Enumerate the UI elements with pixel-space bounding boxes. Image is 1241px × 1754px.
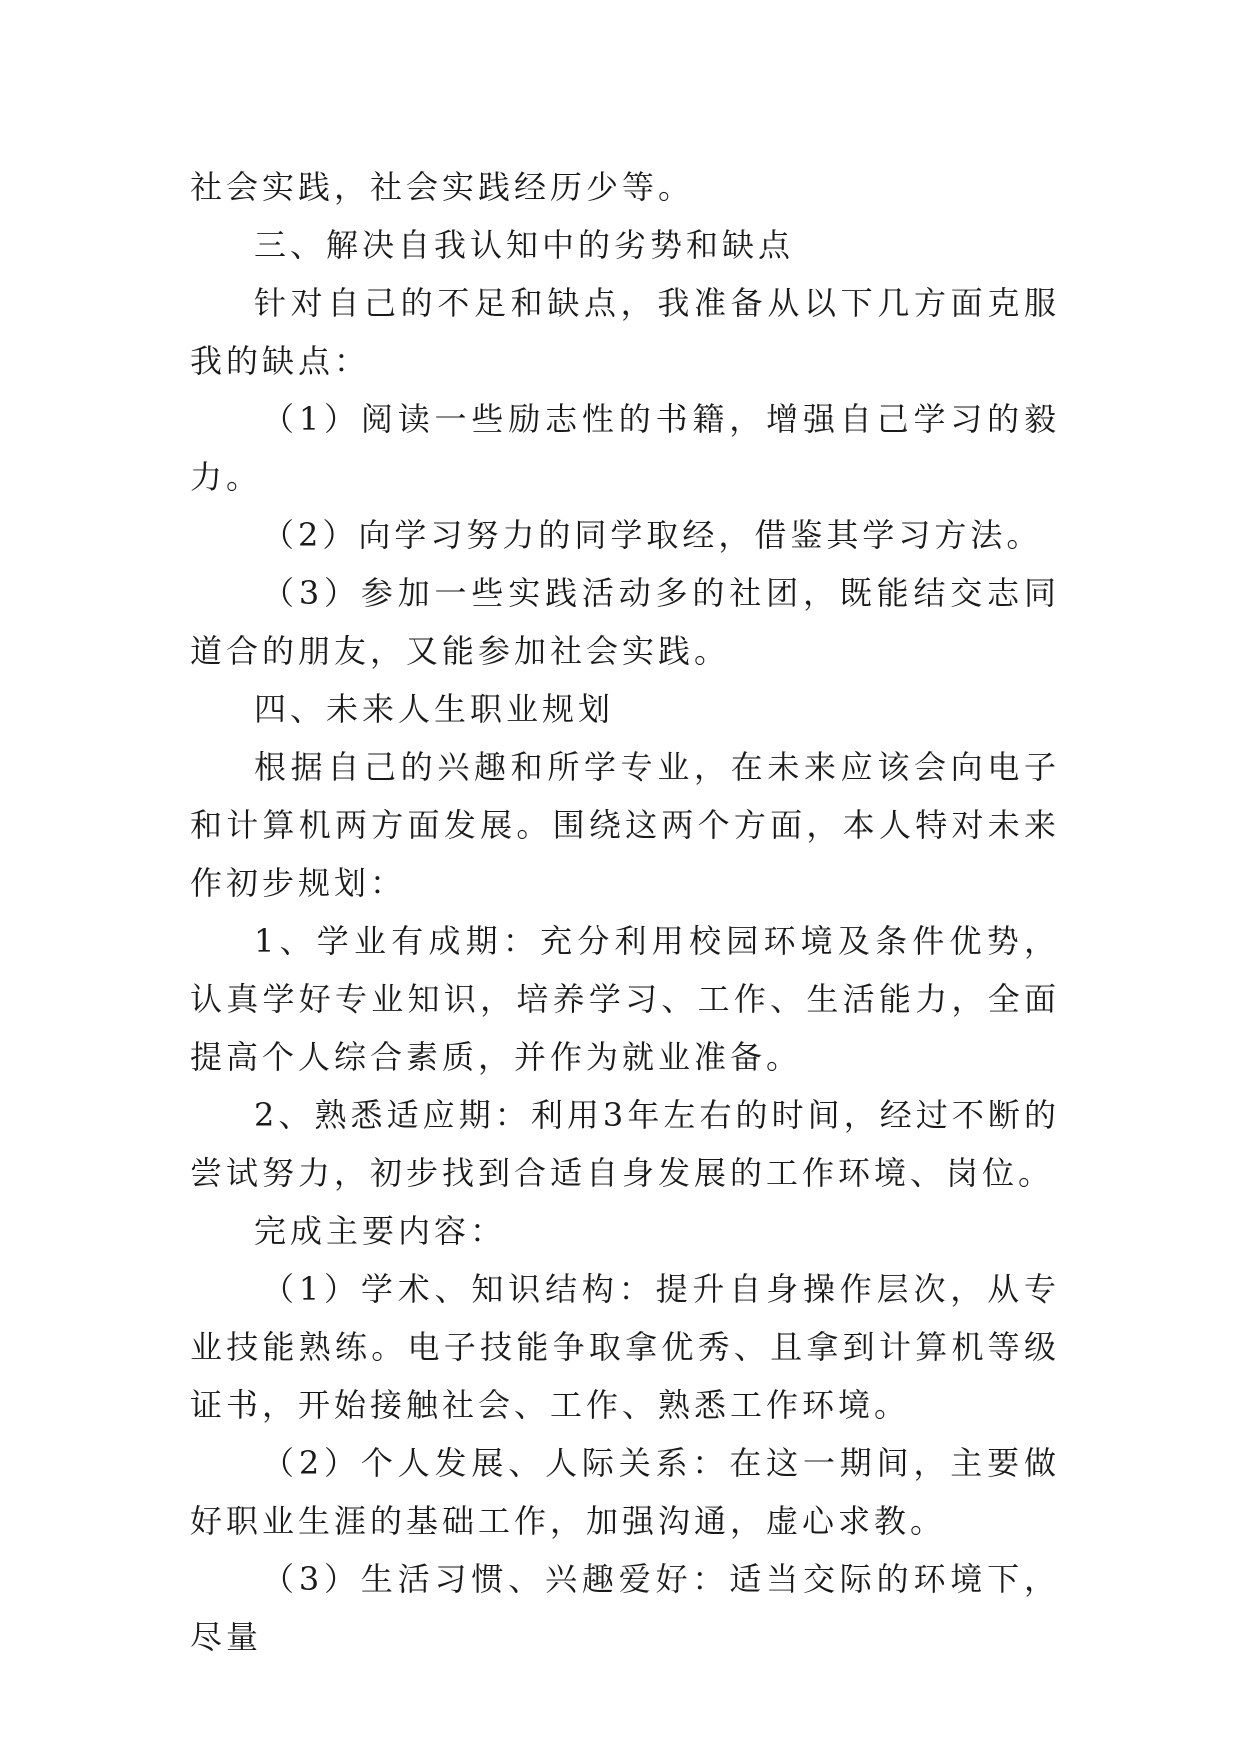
- list-item: （3）生活习惯、兴趣爱好：适当交际的环境下，尽量: [190, 1560, 1060, 1656]
- document-body: [190, 158, 1060, 1666]
- list-item: （2）个人发展、人际关系：在这一期间，主要做好职业生涯的基础工作，加强沟通，虚心求教。: [190, 1444, 1060, 1540]
- paragraph: 根据自己的兴趣和所学专业，在未来应该会向电子和计算机两方面发展。围绕这两个方面，本人特对未来作初步规划：: [190, 748, 1060, 902]
- numbered-item: 2、熟悉适应期：利用3年左右的时间，经过不断的尝试努力，初步找到合适自身发展的工作环境、岗位。: [190, 1096, 1060, 1192]
- paragraph: 完成主要内容：: [254, 1212, 507, 1250]
- paragraph-intro-tail: 社会实践，社会实践经历少等。: [190, 168, 695, 206]
- list-item: （2）向学习努力的同学取经，借鉴其学习方法。: [262, 516, 1043, 554]
- paragraph: 针对自己的不足和缺点，我准备从以下几方面克服我的缺点：: [190, 284, 1060, 380]
- list-item: （3）参加一些实践活动多的社团，既能结交志同道合的朋友，又能参加社会实践。: [190, 574, 1060, 670]
- list-item: （1）阅读一些励志性的书籍，增强自己学习的毅力。: [190, 400, 1060, 496]
- section-heading-4: 四、未来人生职业规划: [254, 690, 615, 728]
- numbered-item: 1、学业有成期：充分利用校园环境及条件优势，认真学好专业知识，培养学习、工作、生活能力，全面提高个人综合素质，并作为就业准备。: [190, 922, 1060, 1076]
- list-item: （1）学术、知识结构：提升自身操作层次，从专业技能熟练。电子技能争取拿优秀、且拿到计算机等级证书，开始接触社会、工作、熟悉工作环境。: [190, 1270, 1060, 1424]
- section-heading-3: 三、解决自我认知中的劣势和缺点: [254, 226, 795, 264]
